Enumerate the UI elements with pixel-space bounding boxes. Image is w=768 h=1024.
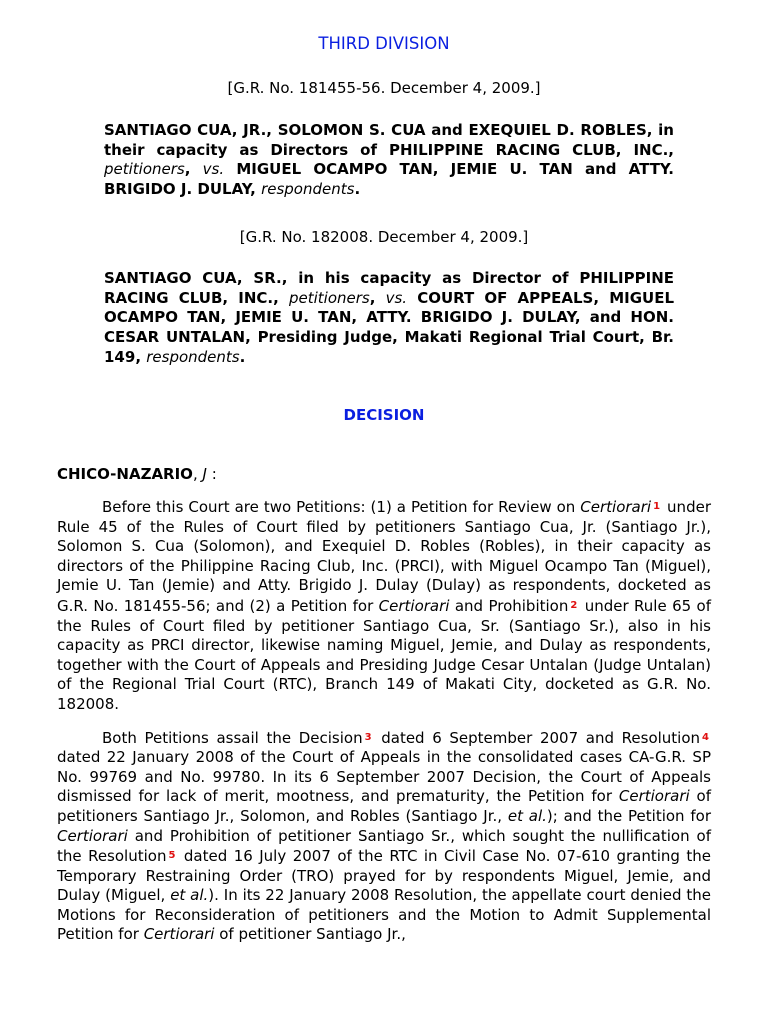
case2-vs: vs. [385,288,408,307]
paragraph-2-text: Both Petitions assail the Decision [102,728,363,747]
case2-respondents: COURT OF APPEALS, MIGUEL OCAMPO TAN, JEMIE U. TAN, ATTY. BRIGIDO J. DULAY, and HON. CESAR UNTALAN, Presiding Judge, Makati Regional Trial Court, Br. 149 [104,288,675,366]
paragraph-1 [57,497,711,715]
paragraph-2 [57,728,711,946]
ponente-title: J [202,465,207,483]
paragraph-2-text: dated 6 September 2007 and Resolution [373,728,701,747]
case1-vs: vs. [202,160,225,179]
division-heading: THIRD DIVISION [318,34,450,53]
paragraph-2-text: dated 22 January 2008 of the Court of Appeals in the consolidated cases CA-G.R. SP No. 99769 and No. 99780. In its 6 September 2007 Decision, the Court of Appeals dismissed for lack of merit, mootness, and prematurity, the Petition for [57,748,711,806]
case1-respondents: MIGUEL OCAMPO TAN, JEMIE U. TAN and ATTY. BRIGIDO J. DULAY [104,160,675,199]
paragraph-1-text: under Rule 45 of the Rules of Court filed by petitioners Santiago Cua, Jr. (Santiago Jr.), Solomon S. Cua (Solomon), and Exequiel D. Robles (Robles), in their capacity as directors of the Philippine Racing Club, Inc. (PRCI), with Miguel Ocampo Tan (Miguel), Jemie U. Tan (Jemie) and Atty. Brigido J. Dulay (Dulay) as respondents, docketed as G.R. No. 181455-56; and (2) a Petition for [57,498,711,615]
paragraph-2-text: of petitioner Santiago Jr., [214,925,406,944]
case1-gr-number: [G.R. No. 181455-56. December 4, 2009.] [227,79,541,97]
footnote-2-link[interactable]: 2 [570,599,578,611]
footnote-5-link[interactable]: 5 [168,850,176,862]
footnote-1-link[interactable]: 1 [653,501,661,512]
case1-petitioners-label: petitioners [104,160,185,179]
italic-term: Certiorari [143,925,215,944]
ponente: CHICO-NAZARIO, J : [57,465,217,483]
italic-term: Certiorari [580,498,652,516]
italic-term: Certiorari [618,787,690,806]
paragraph-2-text: ); and the Petition for [546,806,711,825]
italic-term: et al. [170,886,209,905]
footnote-3-link[interactable]: 3 [364,731,372,743]
ponente-name: CHICO-NAZARIO [57,465,193,483]
paragraph-1-text: under Rule 65 of the Rules of Court filed by petitioner Santiago Cua, Sr. (Santiago Sr.), also in his capacity as PRCI director, likewise naming Miguel, Jemie, and Dulay as respondents, together with the Court of Appeals and Presiding Judge Cesar Untalan (Judge Untalan) of the Regional Trial Court (RTC), Branch 149 of Makati City, docketed as G.R. No. 182008. [57,596,712,713]
case2-petitioners: SANTIAGO CUA, SR., in his capacity as Director of PHILIPPINE RACING CLUB, INC. [104,269,674,307]
italic-term: et al. [507,806,547,825]
case1-respondents-label: respondents [261,180,355,199]
case1-petitioners: SANTIAGO CUA, JR., SOLOMON S. CUA and EXEQUIEL D. ROBLES, in their capacity as Directors of PHILIPPINE RACING CLUB, INC. [104,121,674,159]
italic-term: Certiorari [378,596,450,615]
paragraph-1-text: and Prohibition [449,596,569,615]
paragraph-1-text: Before this Court are two Petitions: (1) a Petition for Review on [102,498,581,516]
decision-body [57,497,711,945]
case2-respondents-label: respondents [146,347,240,366]
italic-term: Certiorari [57,826,128,845]
paragraph-2-text: of petitioners Santiago Jr., Solomon, and Robles (Santiago Jr., [57,787,712,825]
case1-parties: SANTIAGO CUA, JR., SOLOMON S. CUA and EXEQUIEL D. ROBLES, in their capacity as Directors of PHILIPPINE RACING CLUB, INC., petitioners, vs. MIGUEL OCAMPO TAN, JEMIE U. TAN and ATTY. BRIGIDO J. DULAY, respondents. [104,121,675,199]
case2-petitioners-label: petitioners [288,288,370,307]
case2-gr-number: [G.R. No. 182008. December 4, 2009.] [239,228,529,246]
decision-heading: DECISION [343,406,425,424]
paragraph-2-text: and Prohibition of petitioner Santiago Sr., which sought the nullification of the Resolution [57,826,711,866]
case2-parties: SANTIAGO CUA, SR., in his capacity as Director of PHILIPPINE RACING CLUB, INC., petitioners, vs. COURT OF APPEALS, MIGUEL OCAMPO TAN, JEMIE U. TAN, ATTY. BRIGIDO J. DULAY, and HON. CESAR UNTALAN, Presiding Judge, Makati Regional Trial Court, Br. 149, respondents. [104,269,675,366]
paragraph-2-text: ). In its 22 January 2008 Resolution, the appellate court denied the Motions for Reconsideration of petitioners and the Motion to Admit Supplemental Petition for [57,886,711,944]
paragraph-2-text: dated 16 July 2007 of the RTC in Civil Case No. 07-610 granting the Temporary Restraining Order (TRO) prayed for by respondents Miguel, Jemie, and Dulay (Miguel, [57,847,711,905]
footnote-4-link[interactable]: 4 [702,731,709,743]
